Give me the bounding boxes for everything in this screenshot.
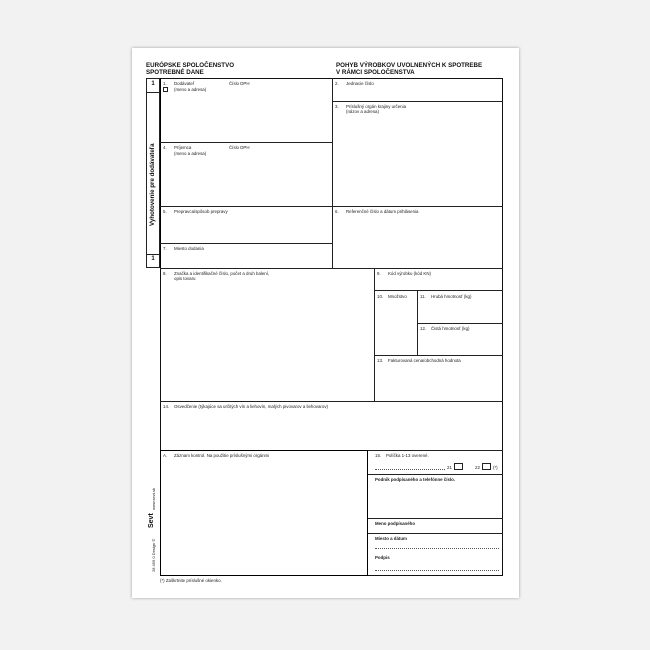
- field-1-vat: Číslo DPH: [229, 81, 250, 86]
- header-left-title: EURÓPSKE SPOLOČENSTVO: [146, 62, 235, 69]
- field-9-label: 9. Kód výrobku (kód KN): [377, 271, 431, 276]
- box-22-label: 22: [475, 465, 480, 470]
- signer-company-label: Podnik podpísaného a telefónne číslo.: [375, 477, 456, 482]
- field-4-sublabel: (meno a adresa): [174, 151, 207, 156]
- field-8-label: 8. Značka a identifikačné číslo, počet a druh balení,: [163, 271, 270, 276]
- place-date-label: Miesto a dátum: [375, 536, 407, 541]
- copy-number-bottom: 1: [151, 256, 155, 262]
- field-6-label: 6. Referenčné číslo a dátum prihlásenia: [335, 209, 419, 214]
- field-11-label: 11. Hrubá hmotnosť (kg): [420, 294, 472, 299]
- control-record-box: [160, 450, 368, 576]
- header-left-subtitle: SPOTREBNÉ DANE: [146, 69, 204, 76]
- form-page: [132, 48, 519, 598]
- header-right-subtitle: V RÁMCI SPOLOČENSTVA: [336, 69, 415, 76]
- copy-label: Vyhotovenie pre dodávateľa: [149, 143, 156, 226]
- copy-number-top: 1: [151, 81, 155, 87]
- field-14-label: 14. Osvedčenie (týkajúce sa určitých vín a liehovín, malých pivovarov a liehovarov): [163, 404, 328, 409]
- field-12-label: 12. Čistá hmotnosť (kg): [420, 326, 470, 331]
- field-3-label: 3. Príslušný orgán krajiny určenia: [335, 104, 407, 109]
- box-21[interactable]: [454, 463, 463, 470]
- side-print-code: 28 459 0 Design ©: [151, 538, 156, 572]
- field-4-vat: Číslo DPH: [229, 145, 250, 150]
- field-7-label: 7. Miesto dodania: [163, 246, 204, 251]
- field-1-sublabel: (meno a adresa): [174, 87, 207, 92]
- signer-name-label: Meno podpísaného: [375, 521, 416, 526]
- signature-label: Podpis: [375, 555, 390, 560]
- box-22[interactable]: [482, 463, 491, 470]
- field-1-checkbox[interactable]: [163, 87, 168, 92]
- field-1-label: 1. Dodávateľ: [163, 81, 195, 86]
- field-3-sublabel: (názov a adresa): [346, 109, 379, 114]
- brand-url: www.sevt.sk: [151, 487, 156, 510]
- field-15-label: 15. Políčka 1-13 overené.: [375, 453, 429, 458]
- header-right-title: POHYB VÝROBKOV UVOLNENÝCH K SPOTREBE: [336, 62, 483, 69]
- brand-logo: Sevt: [148, 513, 155, 528]
- field-5-label: 5. Prepravca/spôsob prepravy: [163, 209, 228, 214]
- field-13-label: 13. Fakturovaná cena/obchodná hodnota: [377, 358, 461, 363]
- footnote: (*) Zaškrtnite príslušné okienko.: [160, 578, 222, 583]
- box-22-mark: (*): [493, 465, 498, 470]
- field-a-label: A. Záznam kontrol. Na použitie príslušnými orgánmi: [163, 453, 270, 458]
- field-10-label: 10. Množstvo: [377, 294, 407, 299]
- field-8-sublabel: opis tovaru: [174, 276, 196, 281]
- box-21-label: 21: [447, 465, 452, 470]
- field-4-label: 4. Príjemca: [163, 145, 192, 150]
- field-2-label: 2. Jednacie číslo: [335, 81, 374, 86]
